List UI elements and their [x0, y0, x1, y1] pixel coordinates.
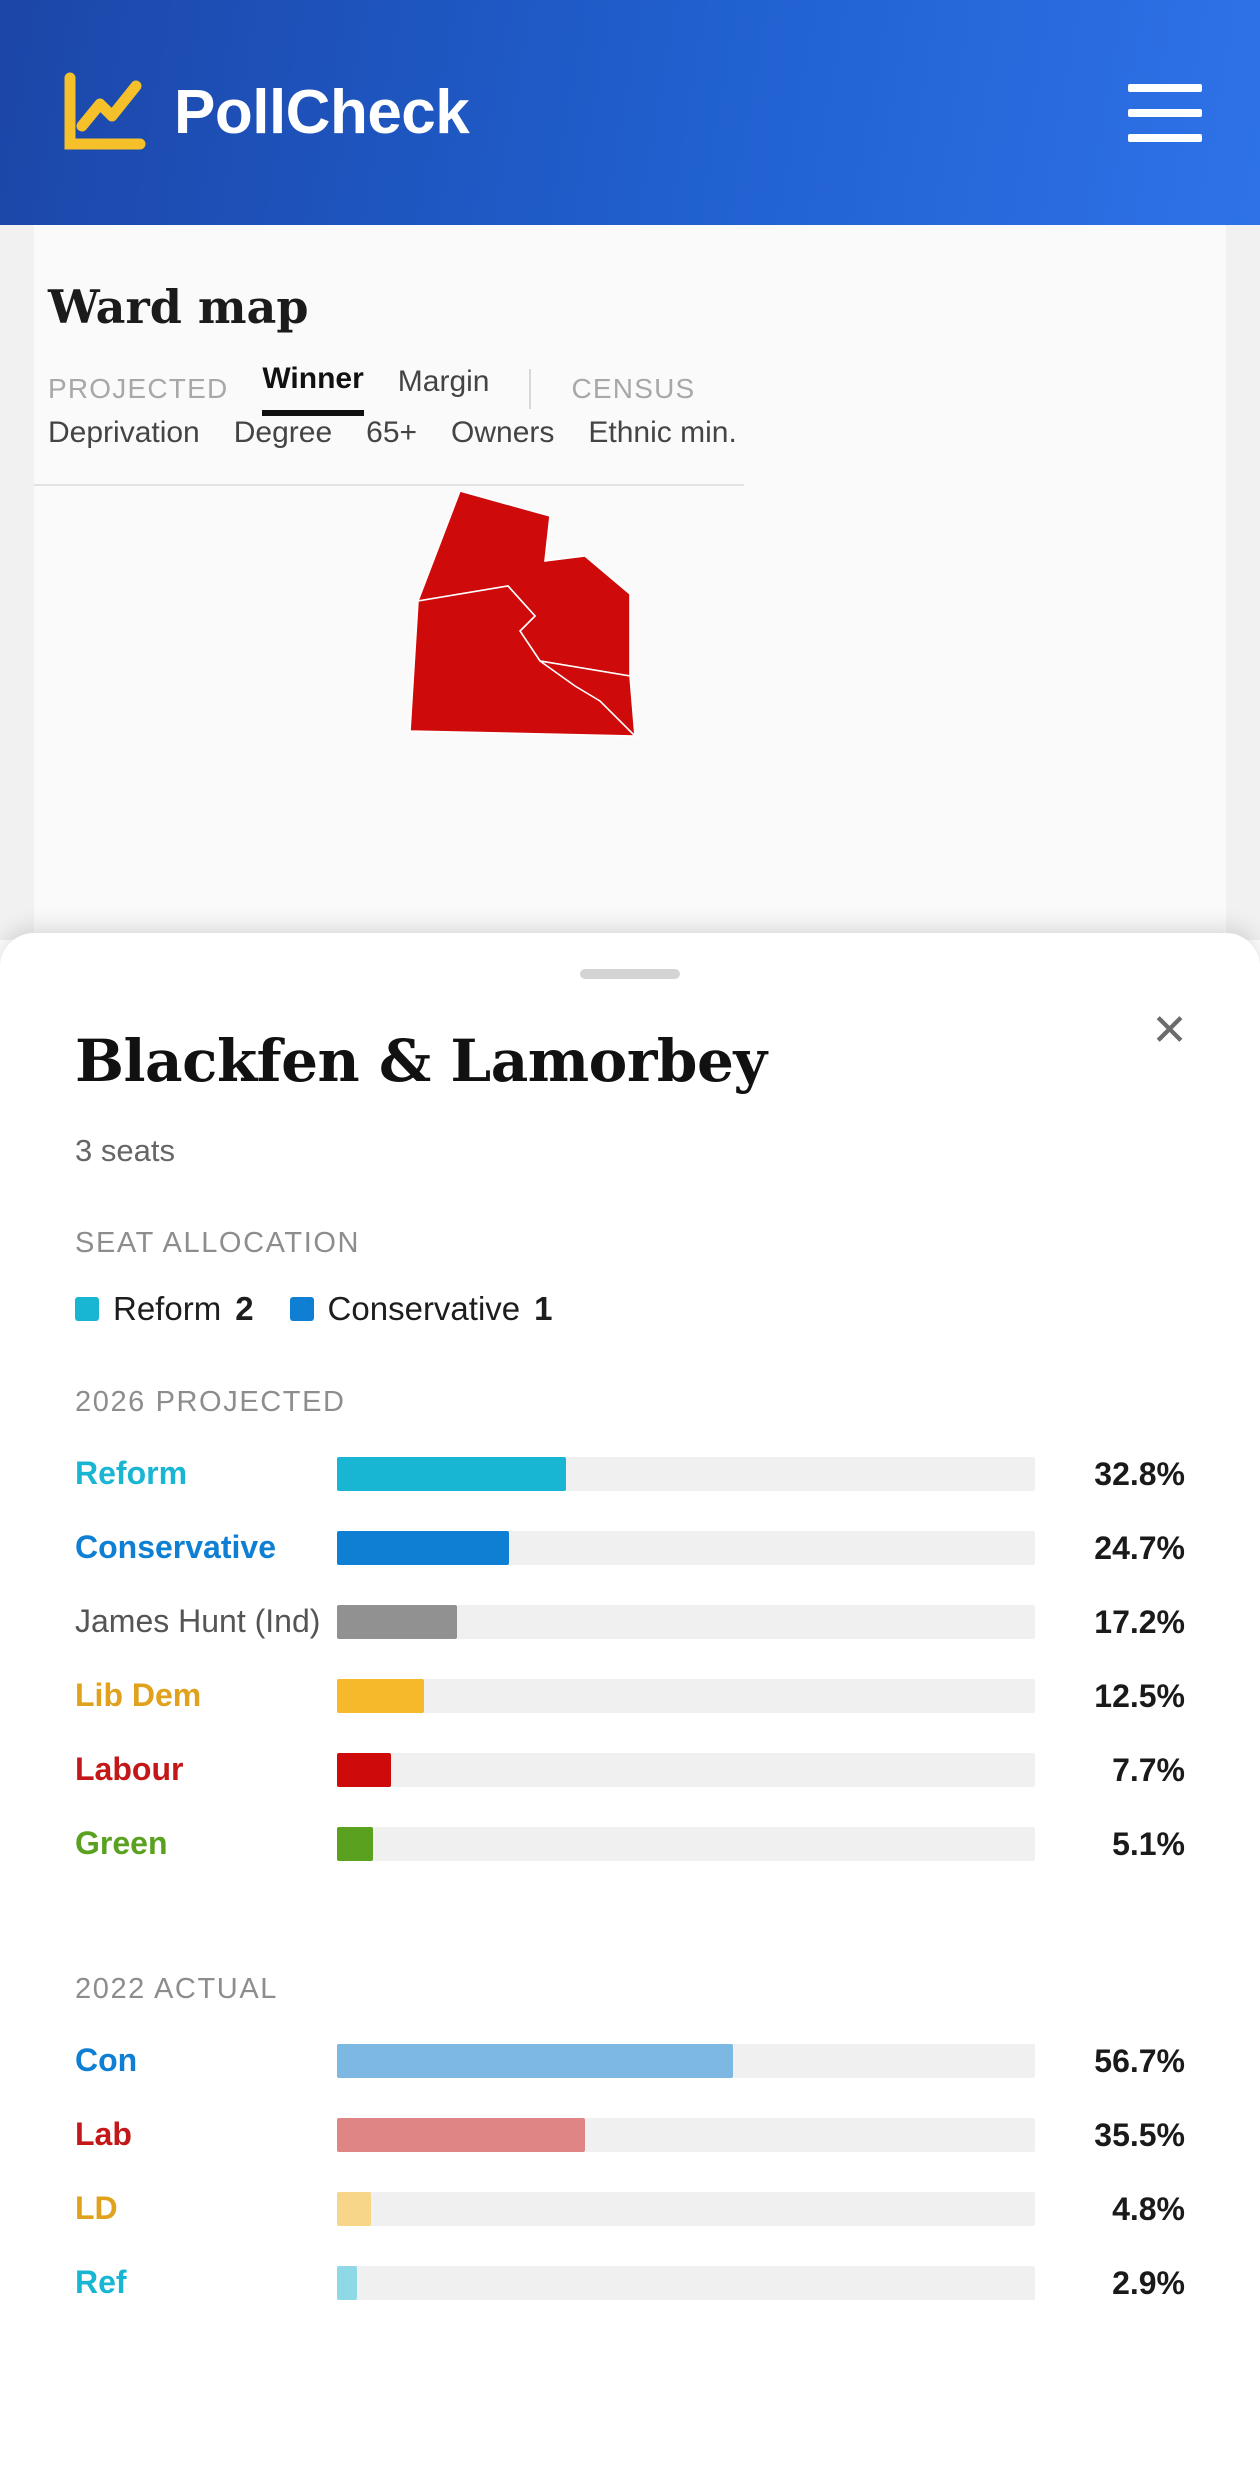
actual-bar-chart — [75, 2024, 1185, 2320]
ward-name: Blackfen & Lamorbey — [75, 1027, 767, 1095]
projected-bar-chart — [75, 1437, 1185, 1881]
bar-value-label: 56.7% — [1094, 2042, 1185, 2079]
ward-detail-sheet — [0, 933, 1260, 2465]
seat-allocation-label: SEAT ALLOCATION — [75, 1227, 361, 1259]
tab-divider — [529, 369, 531, 409]
tab-group-census-label: CENSUS — [571, 373, 696, 404]
bar-track — [337, 1679, 1035, 1713]
bar-track — [337, 2118, 1035, 2152]
bar-value-label: 7.7% — [1112, 1751, 1185, 1788]
bar-party-label: Con — [75, 2042, 138, 2079]
bar-value-label: 2.9% — [1112, 2264, 1185, 2301]
brand — [60, 70, 469, 156]
map-card — [34, 225, 1226, 940]
bar-party-label: Conservative — [75, 1529, 276, 1566]
tab-ethnic-minority[interactable]: Ethnic min. — [588, 416, 737, 449]
bar-fill — [337, 1531, 509, 1565]
close-icon[interactable]: ✕ — [1151, 1006, 1188, 1055]
bar-track — [337, 1457, 1035, 1491]
hamburger-menu-icon[interactable] — [1128, 84, 1202, 142]
tab-group-projected-label: PROJECTED — [48, 373, 229, 404]
tab-winner[interactable]: Winner — [262, 362, 363, 416]
tab-margin[interactable]: Margin — [397, 365, 490, 398]
bar-row — [75, 1437, 1185, 1511]
brand-title: PollCheck — [174, 77, 470, 147]
bar-party-label: Labour — [75, 1751, 184, 1788]
bar-track — [337, 2192, 1035, 2226]
bar-track — [337, 2044, 1035, 2078]
seat-allocation-list — [75, 1290, 1185, 1328]
bar-fill — [337, 1679, 424, 1713]
bar-party-label: LD — [75, 2190, 118, 2227]
bar-value-label: 32.8% — [1094, 1455, 1185, 1492]
bar-track — [337, 2266, 1035, 2300]
bar-fill — [337, 2192, 371, 2226]
bar-track — [337, 1531, 1035, 1565]
bar-value-label: 24.7% — [1094, 1529, 1185, 1566]
seat-party-name: Reform — [113, 1290, 222, 1327]
bar-party-label: Green — [75, 1825, 168, 1862]
bar-party-label: Reform — [75, 1455, 188, 1492]
bar-party-label: Lib Dem — [75, 1677, 202, 1714]
seat-party-count: 1 — [534, 1290, 553, 1327]
bar-fill — [337, 1827, 373, 1861]
ward-map-shape[interactable] — [400, 486, 860, 816]
bar-row — [75, 1511, 1185, 1585]
bar-row — [75, 1585, 1185, 1659]
app-header — [0, 0, 1260, 225]
bar-row — [75, 2172, 1185, 2246]
tab-owners[interactable]: Owners — [451, 416, 555, 449]
bar-value-label: 35.5% — [1094, 2116, 1185, 2153]
bar-fill — [337, 2044, 733, 2078]
bar-row — [75, 1807, 1185, 1881]
bar-value-label: 5.1% — [1112, 1825, 1185, 1862]
bar-value-label: 17.2% — [1094, 1603, 1185, 1640]
seat-allocation-item — [290, 1290, 553, 1328]
tab-65-plus[interactable]: 65+ — [366, 416, 418, 449]
seat-allocation-item — [75, 1290, 254, 1328]
bar-fill — [337, 2118, 585, 2152]
bar-track — [337, 1605, 1035, 1639]
drag-handle[interactable] — [580, 969, 680, 979]
bar-party-label: James Hunt (Ind) — [75, 1603, 321, 1640]
bar-row — [75, 1733, 1185, 1807]
legend-swatch-icon — [290, 1297, 314, 1321]
chart-line-icon — [60, 70, 146, 156]
bar-row — [75, 1659, 1185, 1733]
bar-party-label: Lab — [75, 2116, 132, 2153]
bar-fill — [337, 1605, 457, 1639]
map-area[interactable] — [34, 486, 1226, 816]
bar-fill — [337, 1753, 391, 1787]
actual-section-label: 2022 ACTUAL — [75, 1973, 278, 2005]
bar-row — [75, 2098, 1185, 2172]
bar-party-label: Ref — [75, 2264, 127, 2301]
bar-value-label: 4.8% — [1112, 2190, 1185, 2227]
bar-row — [75, 2024, 1185, 2098]
page-title: Ward map — [48, 280, 309, 334]
bar-value-label: 12.5% — [1094, 1677, 1185, 1714]
tab-deprivation[interactable]: Deprivation — [48, 416, 200, 449]
map-panel — [0, 225, 1260, 940]
legend-swatch-icon — [75, 1297, 99, 1321]
bar-track — [337, 1753, 1035, 1787]
bar-fill — [337, 1457, 566, 1491]
map-tabs — [34, 334, 744, 486]
bar-row — [75, 2246, 1185, 2320]
tab-degree[interactable]: Degree — [233, 416, 333, 449]
seat-count-label: 3 seats — [75, 1133, 175, 1168]
bar-fill — [337, 2266, 357, 2300]
seat-party-name: Conservative — [327, 1290, 521, 1327]
projected-section-label: 2026 PROJECTED — [75, 1386, 346, 1418]
seat-party-count: 2 — [235, 1290, 254, 1327]
bar-track — [337, 1827, 1035, 1861]
